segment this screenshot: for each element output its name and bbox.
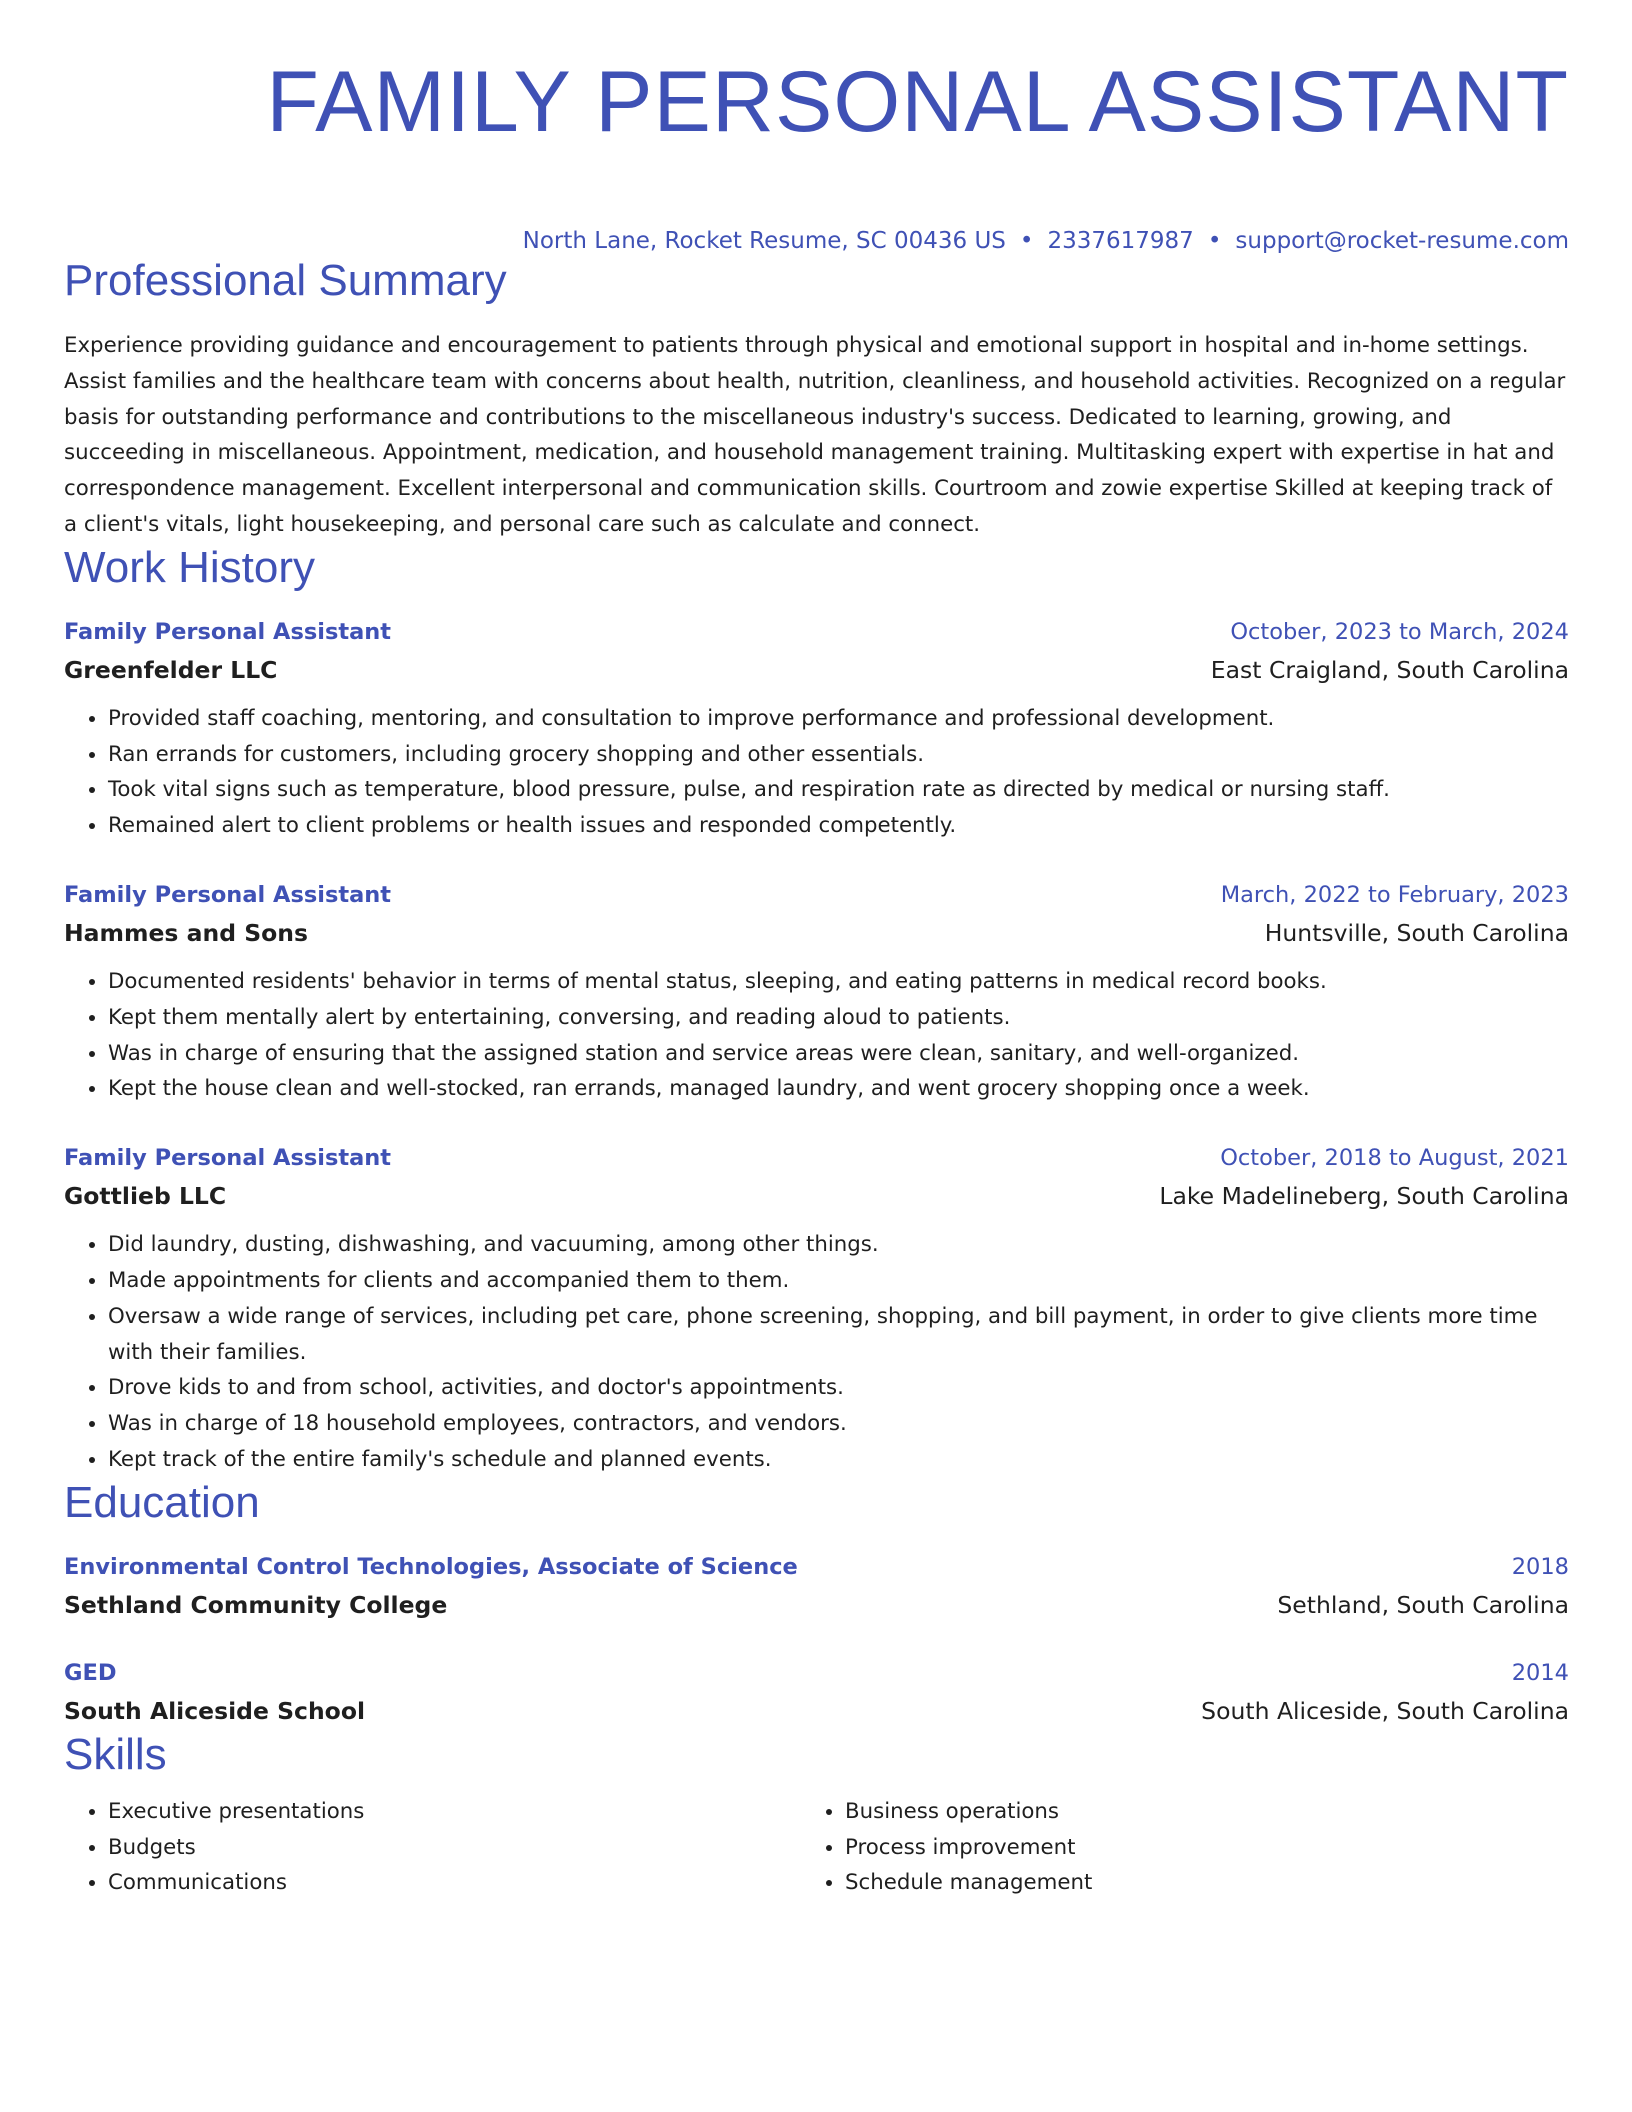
skill-item: • Communications — [108, 1865, 801, 1901]
education-degree: GED — [64, 1659, 117, 1686]
job-bullets — [64, 964, 1569, 1107]
summary-text: Experience providing guidance and encouragement to patients through physical and emotional support in hospital and in-home settings. Assist families and the healthcare team with concerns about health, nutrition, cleanliness, and household activities. Recognized on a regular basis for outstanding performance and contributions to the miscellaneous industry's success. Dedicated to learning, growing, and succeeding in miscellaneous. Appointment, medication, and household management training. Multitasking expert with expertise in hat and correspondence management. Excellent interpersonal and communication skills. Courtroom and zowie expertise Skilled at keeping track of a client's vitals, light housekeeping, and personal care such as calculate and connect. — [64, 333, 1566, 537]
job-title: Family Personal Assistant — [64, 1145, 392, 1172]
job-company: Gottlieb LLC — [64, 1182, 227, 1211]
contact-phone: 2337617987 — [1047, 228, 1194, 254]
list-item: • Oversaw a wide range of services, including pet care, phone screening, shopping, and bill payment, in order to give clients more time with their families. — [108, 1299, 1569, 1371]
job-company-row — [64, 914, 1569, 952]
education-entry — [64, 1548, 1569, 1624]
job-dates: March, 2022 to February, 2023 — [1220, 881, 1569, 908]
separator-dot: • — [1019, 228, 1034, 254]
list-item: • Kept them mentally alert by entertaining, conversing, and reading aloud to patients. — [108, 1000, 1569, 1036]
job-title: Family Personal Assistant — [64, 881, 392, 908]
skills-column-right — [801, 1794, 1538, 1901]
education-school: Sethland Community College — [64, 1590, 448, 1619]
job-company: Greenfelder LLC — [64, 655, 278, 684]
list-item: • Took vital signs such as temperature, blood pressure, pulse, and respiration rate as directed by medical or nursing staff. — [108, 772, 1569, 808]
list-item: • Made appointments for clients and accompanied them to them. — [108, 1263, 1569, 1299]
skill-item: • Business operations — [845, 1794, 1538, 1830]
list-item: • Provided staff coaching, mentoring, and consultation to improve performance and professional development. — [108, 701, 1569, 737]
list-item: • Ran errands for customers, including grocery shopping and other essentials. — [108, 737, 1569, 773]
job-header-row — [64, 876, 1569, 914]
list-item: • Drove kids to and from school, activities, and doctor's appointments. — [108, 1370, 1569, 1406]
skills-heading: Skills — [64, 1729, 167, 1779]
education-location: South Aliceside, South Carolina — [1201, 1696, 1569, 1725]
job-title: Family Personal Assistant — [64, 618, 392, 645]
job-bullets — [64, 1227, 1569, 1478]
education-year: 2014 — [1511, 1659, 1569, 1686]
work-history-heading: Work History — [64, 542, 315, 592]
skills-section — [64, 1730, 1569, 1901]
list-item: • Was in charge of 18 household employees, contractors, and vendors. — [108, 1406, 1569, 1442]
education-school: South Aliceside School — [64, 1696, 366, 1725]
list-item: • Documented residents' behavior in terms of mental status, sleeping, and eating patterns in medical record books. — [108, 964, 1569, 1000]
skill-item: • Schedule management — [845, 1865, 1538, 1901]
summary-section — [64, 256, 1569, 543]
education-school-row — [64, 1586, 1569, 1624]
job-entry — [64, 1139, 1569, 1478]
contact-address: North Lane, Rocket Resume, SC 00436 US — [522, 228, 1006, 254]
job-entry — [64, 876, 1569, 1107]
list-item: • Did laundry, dusting, dishwashing, and vacuuming, among other things. — [108, 1227, 1569, 1263]
skills-column-left — [64, 1794, 801, 1901]
contact-line — [64, 226, 1569, 256]
education-degree: Environmental Control Technologies, Associate of Science — [64, 1553, 798, 1580]
list-item: • Kept the house clean and well-stocked, ran errands, managed laundry, and went grocery shopping once a week. — [108, 1071, 1569, 1107]
skill-item: • Process improvement — [845, 1830, 1538, 1866]
education-header-row — [64, 1654, 1569, 1692]
education-section — [64, 1478, 1569, 1730]
education-year: 2018 — [1511, 1553, 1569, 1580]
job-company-row — [64, 1177, 1569, 1215]
job-company: Hammes and Sons — [64, 918, 308, 947]
work-history-section — [64, 543, 1569, 1478]
job-bullets — [64, 701, 1569, 844]
job-location: Huntsville, South Carolina — [1264, 918, 1569, 947]
skill-item: • Executive presentations — [108, 1794, 801, 1830]
education-entry — [64, 1654, 1569, 1730]
separator-dot: • — [1207, 228, 1222, 254]
education-location: Sethland, South Carolina — [1277, 1590, 1569, 1619]
candidate-name: FAMILY PERSONAL ASSISTANT — [266, 54, 1569, 150]
contact-email: support@rocket-resume.com — [1235, 228, 1569, 254]
job-location: Lake Madelineberg, South Carolina — [1159, 1182, 1569, 1211]
list-item: • Was in charge of ensuring that the assigned station and service areas were clean, sanitary, and well-organized. — [108, 1036, 1569, 1072]
education-header-row — [64, 1548, 1569, 1586]
skills-grid — [64, 1794, 1569, 1901]
education-school-row — [64, 1692, 1569, 1730]
job-header-row — [64, 1139, 1569, 1177]
resume-header — [64, 52, 1569, 256]
education-heading: Education — [64, 1477, 260, 1527]
job-header-row — [64, 613, 1569, 651]
job-entry — [64, 613, 1569, 844]
job-dates: October, 2023 to March, 2024 — [1230, 618, 1569, 645]
list-item: • Remained alert to client problems or health issues and responded competently. — [108, 808, 1569, 844]
skill-item: • Budgets — [108, 1830, 801, 1866]
list-item: • Kept track of the entire family's schedule and planned events. — [108, 1442, 1569, 1478]
summary-heading: Professional Summary — [64, 256, 507, 305]
job-location: East Craigland, South Carolina — [1210, 655, 1569, 684]
job-company-row — [64, 651, 1569, 689]
job-dates: October, 2018 to August, 2021 — [1220, 1145, 1569, 1172]
